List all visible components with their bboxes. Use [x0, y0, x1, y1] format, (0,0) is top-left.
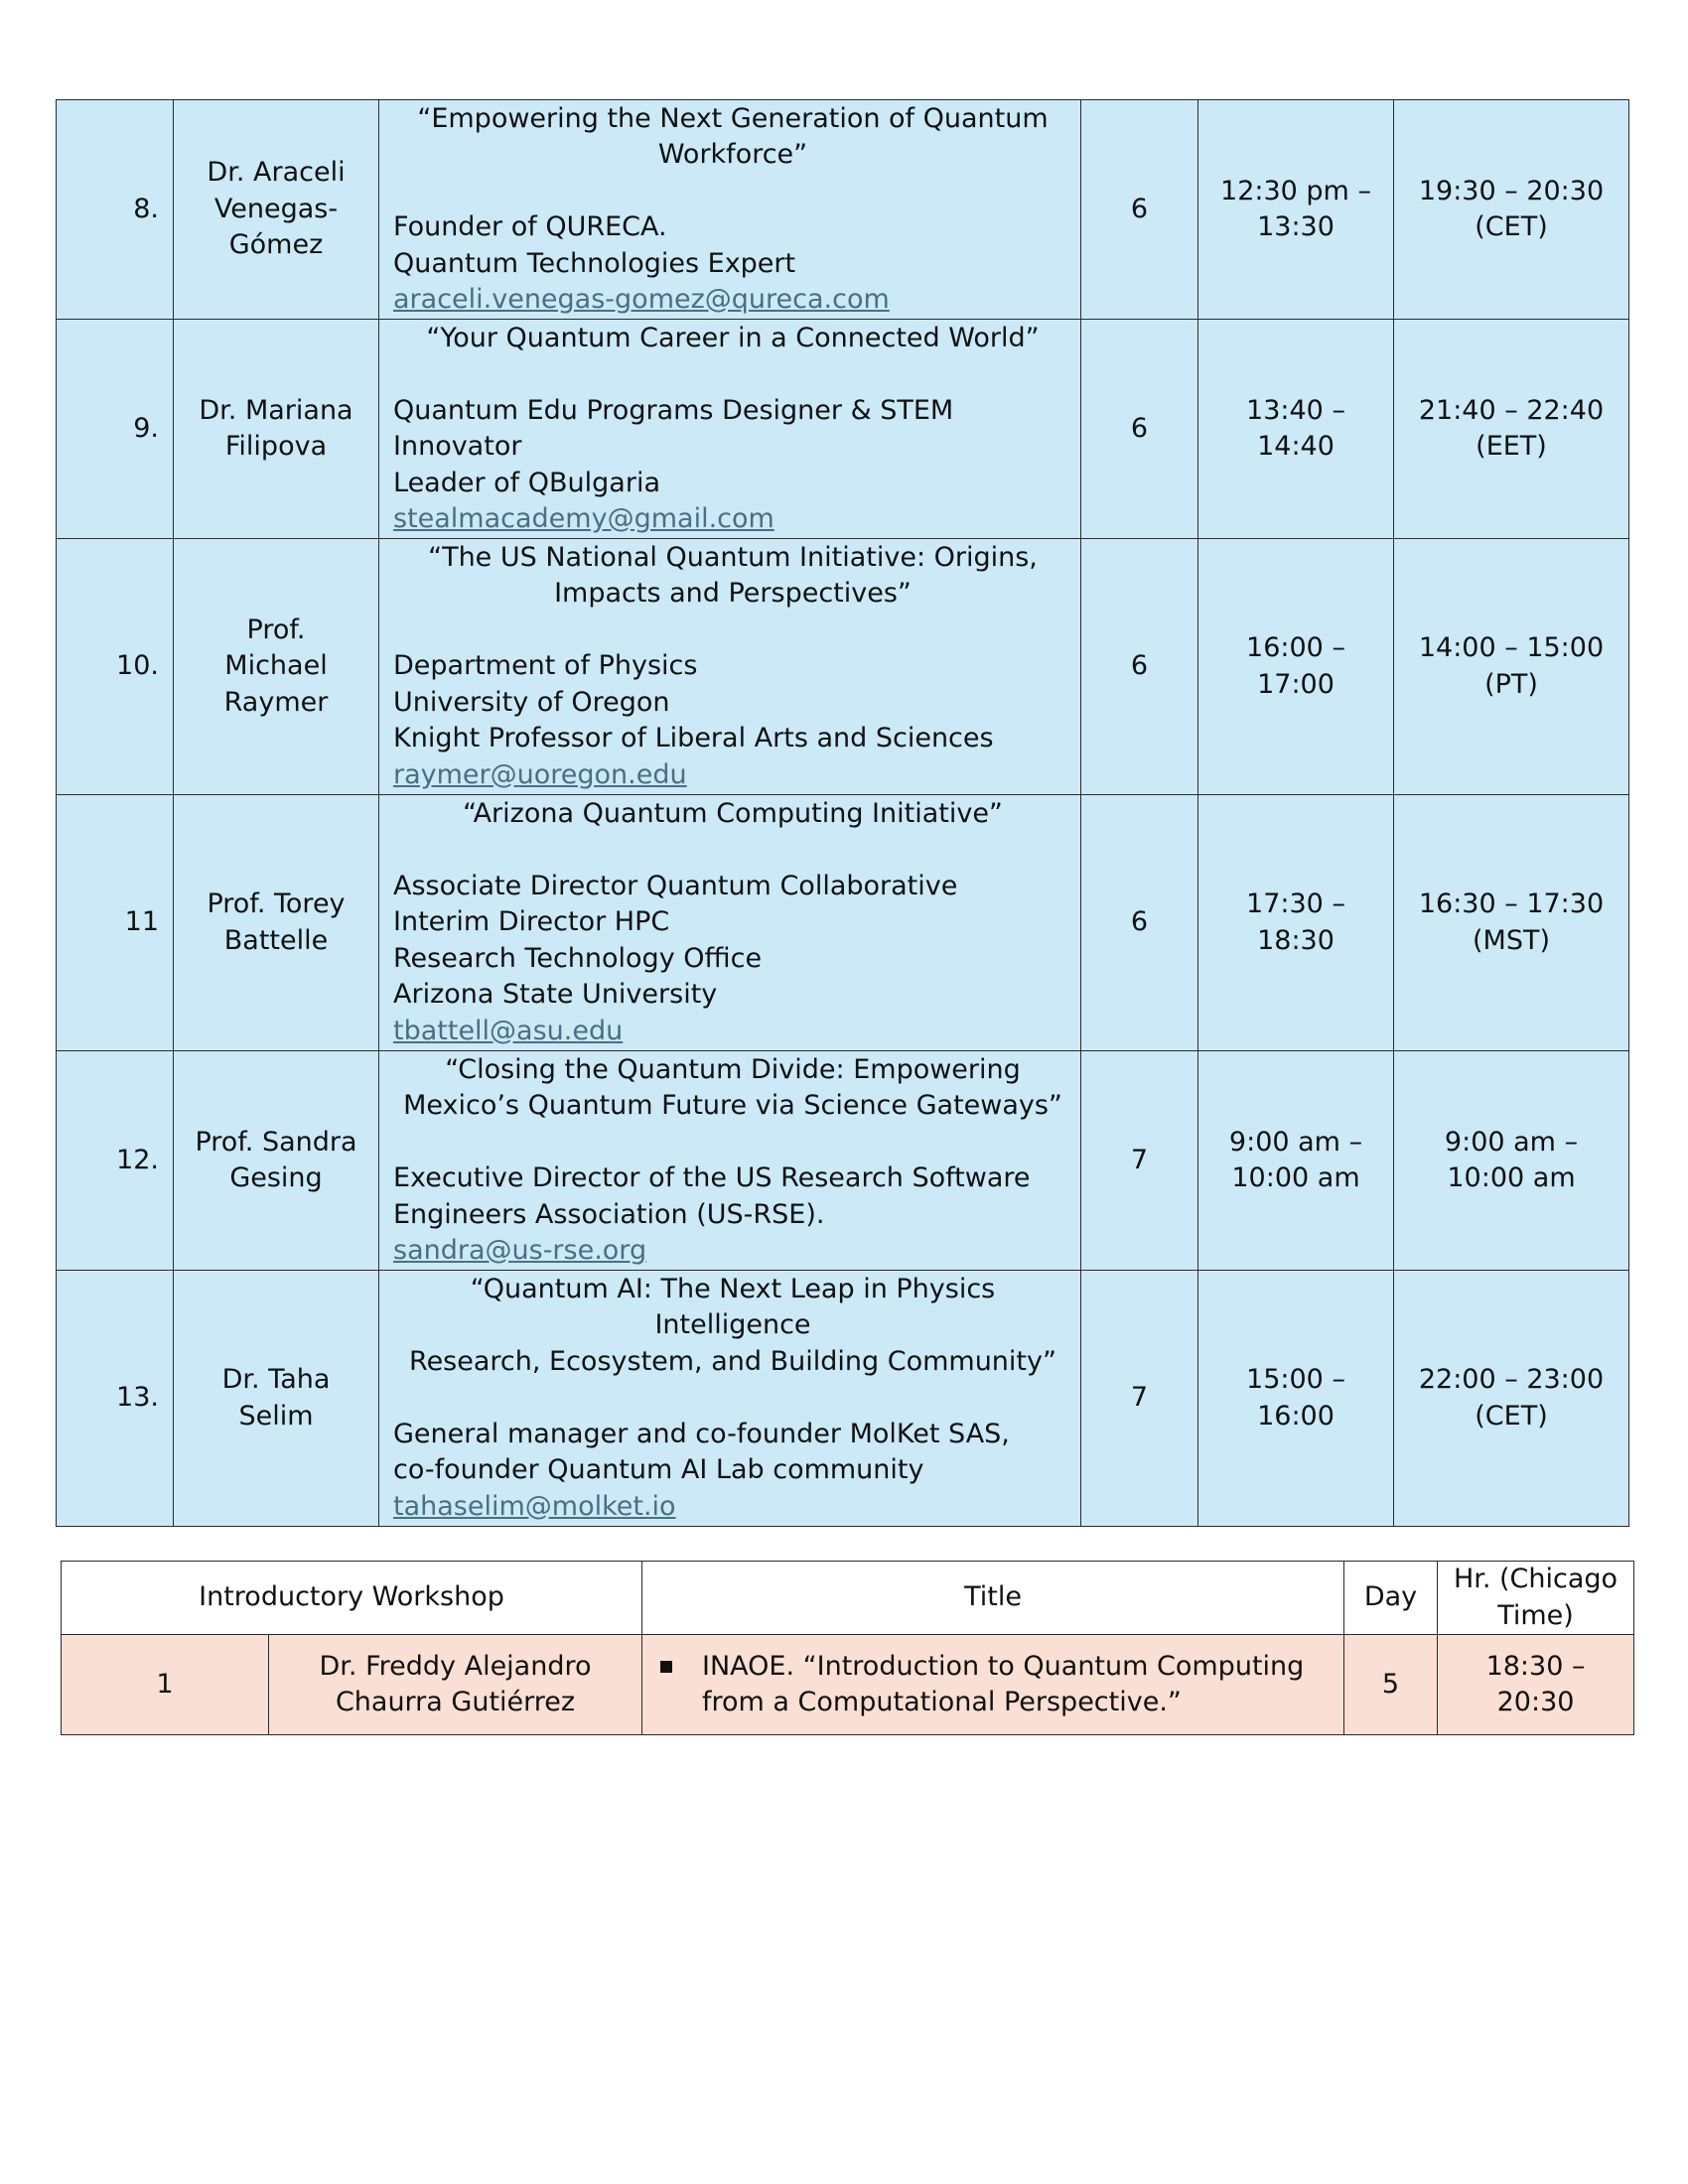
- chicago-time-line: 17:30 – 18:30: [1246, 888, 1345, 956]
- email-link[interactable]: tbattell@asu.edu: [393, 1015, 624, 1046]
- section-header: Introductory Workshop: [62, 1562, 642, 1635]
- speaker-row: [57, 100, 1629, 320]
- affiliation-line: Knight Professor of Liberal Arts and Sciences: [393, 723, 994, 754]
- speaker-name-line: Raymer: [223, 686, 329, 718]
- workshop-hour: [1438, 1635, 1634, 1735]
- speaker-name-line: Dr. Araceli: [207, 157, 346, 189]
- speaker-name: [174, 1271, 379, 1527]
- row-number: 11: [57, 795, 174, 1051]
- chicago-time-line: 10:00 am: [1231, 1162, 1360, 1193]
- speaker-row: [57, 1051, 1629, 1271]
- speaker-name: [174, 795, 379, 1051]
- local-time-line: (EET): [1476, 431, 1547, 462]
- workshop-hour-line: 20:30: [1496, 1687, 1575, 1717]
- chicago-time-cell: [1198, 100, 1394, 320]
- row-number: 9.: [57, 320, 174, 539]
- row-number: 13.: [57, 1271, 174, 1527]
- title-header: Title: [642, 1562, 1344, 1635]
- talk-title-line: “Closing the Quantum Divide: Empowering: [445, 1053, 1021, 1085]
- local-time-cell: [1394, 100, 1629, 320]
- affiliation-line: Innovator: [393, 431, 522, 462]
- speaker-name-line: Filipova: [224, 431, 328, 462]
- spacer: [393, 174, 1072, 210]
- affiliation-line: University of Oregon: [393, 686, 670, 718]
- speaker-name: [174, 539, 379, 795]
- speaker-name: [174, 100, 379, 320]
- speaker-name-line: Prof.: [246, 614, 306, 645]
- chicago-time-line: 16:00 – 17:00: [1246, 632, 1345, 700]
- email-link[interactable]: raymer@uoregon.edu: [393, 758, 687, 790]
- chicago-time-cell: [1198, 1271, 1394, 1527]
- speaker-row: [57, 1271, 1629, 1527]
- row-number: 8.: [57, 100, 174, 320]
- local-time-line: 10:00 am: [1447, 1162, 1576, 1193]
- speaker-row: [57, 795, 1629, 1051]
- affiliation-line: General manager and co-founder MolKet SAS,: [393, 1418, 1010, 1449]
- local-time-line: 14:00 – 15:00: [1418, 632, 1605, 663]
- local-time-line: 21:40 – 22:40: [1418, 394, 1605, 426]
- chicago-time-line: 13:40 –: [1246, 394, 1345, 426]
- local-time-line: (MST): [1473, 924, 1550, 956]
- affiliation-line: Executive Director of the US Research Software: [393, 1162, 1031, 1193]
- local-time-line: 16:30 – 17:30: [1418, 888, 1605, 919]
- spacer: [393, 356, 1072, 393]
- workshop-table: [61, 1561, 1634, 1735]
- email-link[interactable]: araceli.venegas-gomez@qureca.com: [393, 284, 890, 315]
- affiliation-line: Quantum Edu Programs Designer & STEM: [393, 394, 954, 426]
- talk-title-line: Workforce”: [657, 139, 808, 170]
- chicago-time-line: 15:00 –: [1246, 1364, 1345, 1395]
- local-time-cell: [1394, 1051, 1629, 1271]
- affiliation-line: Interim Director HPC: [393, 906, 670, 938]
- speaker-name-line: Prof. Sandra: [195, 1126, 357, 1158]
- affiliation-line: Leader of QBulgaria: [393, 467, 660, 498]
- spacer: [393, 613, 1072, 649]
- affiliation-line: Founder of QURECA.: [393, 211, 667, 242]
- talk-details: [379, 100, 1081, 320]
- spacer: [393, 1125, 1072, 1161]
- workshop-day: 5: [1344, 1635, 1438, 1735]
- speaker-row: [57, 539, 1629, 795]
- chicago-time-cell: [1198, 539, 1394, 795]
- talk-title-line: “Arizona Quantum Computing Initiative”: [463, 797, 1003, 829]
- day-header: Day: [1344, 1562, 1438, 1635]
- chicago-time-line: 16:00: [1257, 1400, 1335, 1432]
- talk-title-line: “Empowering the Next Generation of Quantum: [417, 102, 1049, 134]
- local-time-cell: [1394, 1271, 1629, 1527]
- local-time-line: 9:00 am –: [1444, 1126, 1579, 1158]
- local-time-line: (CET): [1475, 1400, 1548, 1432]
- talk-details: [379, 1271, 1081, 1527]
- chicago-time-cell: [1198, 795, 1394, 1051]
- chicago-time-line: 14:40: [1257, 431, 1335, 462]
- day-cell: 6: [1081, 795, 1198, 1051]
- day-cell: 7: [1081, 1051, 1198, 1271]
- speaker-name-line: Battelle: [223, 924, 329, 956]
- affiliation-line: Research Technology Office: [393, 942, 763, 974]
- affiliation-line: Engineers Association (US-RSE).: [393, 1198, 825, 1230]
- speaker-name-line: Michael: [224, 650, 328, 682]
- affiliation-line: co-founder Quantum AI Lab community: [393, 1454, 924, 1486]
- workshop-header-row: [62, 1562, 1634, 1635]
- speaker-name-line: Gómez: [228, 229, 324, 261]
- local-time-cell: [1394, 320, 1629, 539]
- row-number: 10.: [57, 539, 174, 795]
- talk-title-line: “Your Quantum Career in a Connected World”: [426, 322, 1040, 353]
- talk-title-line: Research, Ecosystem, and Building Community”: [409, 1345, 1056, 1377]
- presenter-name-line: Chaurra Gutiérrez: [335, 1687, 576, 1717]
- day-cell: 6: [1081, 100, 1198, 320]
- spacer: [393, 832, 1072, 869]
- day-cell: 7: [1081, 1271, 1198, 1527]
- hour-header: [1438, 1562, 1634, 1635]
- speaker-name: [174, 320, 379, 539]
- workshop-hour-line: 18:30 –: [1485, 1650, 1586, 1682]
- bullet-icon: [660, 1661, 672, 1673]
- speakers-table: [56, 99, 1629, 1527]
- talk-details: [379, 539, 1081, 795]
- chicago-time-line: 13:30: [1257, 211, 1335, 242]
- affiliation-line: Department of Physics: [393, 650, 698, 682]
- workshop-row: [62, 1635, 1634, 1735]
- presenter-name-line: Dr. Freddy Alejandro: [319, 1650, 592, 1682]
- affiliation-line: Associate Director Quantum Collaborative: [393, 870, 958, 901]
- talk-details: [379, 795, 1081, 1051]
- email-link[interactable]: stealmacademy@gmail.com: [393, 503, 774, 534]
- affiliation-line: Arizona State University: [393, 979, 718, 1011]
- email-link[interactable]: tahaselim@molket.io: [393, 1490, 676, 1522]
- speaker-name-line: Dr. Mariana: [199, 394, 353, 426]
- workshop-title: [642, 1635, 1344, 1735]
- speaker-name-line: Dr. Taha: [221, 1364, 331, 1395]
- hour-header-line: Hr. (Chicago: [1453, 1564, 1618, 1594]
- speaker-name-line: Gesing: [229, 1162, 323, 1193]
- chicago-time-line: 12:30 pm –: [1220, 175, 1371, 206]
- day-cell: 6: [1081, 539, 1198, 795]
- day-cell: 6: [1081, 320, 1198, 539]
- speaker-row: [57, 320, 1629, 539]
- speaker-name-line: Venegas-: [213, 193, 339, 224]
- workshop-title-line: from a Computational Perspective.”: [702, 1687, 1182, 1717]
- local-time-line: (CET): [1475, 211, 1548, 242]
- workshop-title-line: INAOE. “Introduction to Quantum Computing: [702, 1650, 1305, 1682]
- local-time-cell: [1394, 795, 1629, 1051]
- speaker-name: [174, 1051, 379, 1271]
- chicago-time-cell: [1198, 1051, 1394, 1271]
- talk-title-line: “The US National Quantum Initiative: Origins,: [428, 541, 1038, 573]
- affiliation-line: Quantum Technologies Expert: [393, 247, 796, 279]
- chicago-time-line: 9:00 am –: [1228, 1126, 1363, 1158]
- spacer: [393, 1380, 1072, 1417]
- talk-title-line: Mexico’s Quantum Future via Science Gateways”: [403, 1090, 1062, 1121]
- speaker-name-line: Prof. Torey: [207, 888, 346, 919]
- email-link[interactable]: sandra@us-rse.org: [393, 1235, 647, 1266]
- workshop-presenter: [269, 1635, 642, 1735]
- hour-header-line: Time): [1497, 1599, 1574, 1631]
- chicago-time-cell: [1198, 320, 1394, 539]
- talk-title-line: Intelligence: [654, 1309, 811, 1341]
- workshop-number: 1: [62, 1635, 269, 1735]
- talk-details: [379, 320, 1081, 539]
- local-time-line: 22:00 – 23:00: [1418, 1364, 1605, 1395]
- local-time-line: 19:30 – 20:30: [1418, 175, 1605, 206]
- local-time-cell: [1394, 539, 1629, 795]
- row-number: 12.: [57, 1051, 174, 1271]
- local-time-line: (PT): [1484, 668, 1538, 700]
- speaker-name-line: Selim: [238, 1400, 314, 1432]
- talk-title-line: Impacts and Perspectives”: [554, 578, 912, 610]
- talk-details: [379, 1051, 1081, 1271]
- talk-title-line: “Quantum AI: The Next Leap in Physics: [470, 1273, 996, 1304]
